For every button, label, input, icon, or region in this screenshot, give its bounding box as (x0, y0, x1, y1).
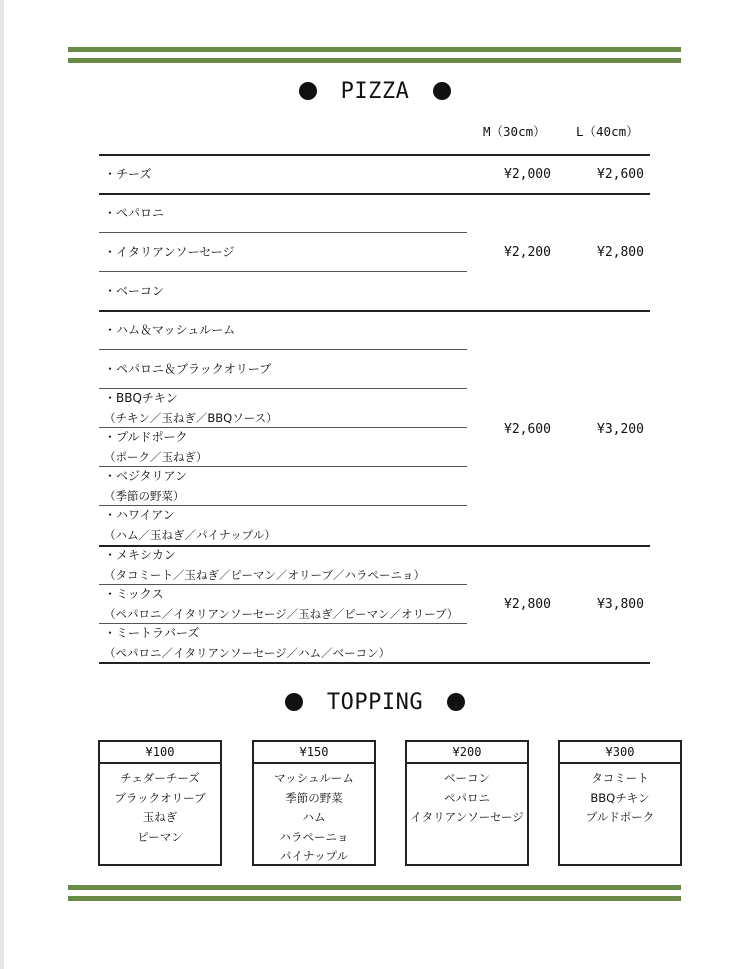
group-divider (99, 193, 650, 195)
item-divider (99, 584, 467, 585)
pizza-item-name: ・メキシカン (104, 548, 176, 562)
pizza-item-name: ・プルドポーク (104, 430, 188, 444)
topping-box (558, 740, 682, 866)
bottom-stripe-2 (68, 896, 681, 901)
topping-price: ¥300 (560, 742, 680, 764)
topping-item: ペパロニ (444, 790, 490, 805)
pizza-item-desc: （ペパロニ／イタリアンソーセージ／ハム／ベーコン） (104, 646, 391, 660)
topping-box (252, 740, 376, 866)
pizza-item-name: ・ハム＆マッシュルーム (104, 323, 236, 337)
size-m-header: M（30cm） (483, 124, 546, 139)
item-divider (99, 349, 467, 350)
page-edge (0, 0, 4, 969)
price-m: ¥2,800 (504, 597, 551, 612)
topping-item: 季節の野菜 (285, 790, 343, 805)
topping-price: ¥100 (100, 742, 220, 764)
price-l: ¥2,800 (597, 245, 644, 260)
pizza-item-name: ・BBQチキン (104, 391, 178, 405)
pizza-item-desc: （チキン／玉ねぎ／BBQソース） (104, 411, 278, 425)
bullet-dot-icon (447, 693, 465, 711)
topping-heading (0, 690, 750, 716)
topping-item: ベーコン (444, 771, 490, 785)
price-m: ¥2,000 (504, 167, 551, 182)
size-l-header: L（40cm） (576, 124, 639, 139)
topping-item: ブラックオリーブ (114, 790, 206, 805)
pizza-item-desc: （ハム／玉ねぎ／パイナップル） (104, 528, 276, 542)
topping-item: パイナップル (279, 849, 349, 863)
pizza-heading (0, 79, 750, 105)
topping-item: 玉ねぎ (142, 810, 178, 824)
item-divider (99, 388, 467, 389)
pizza-title: PIZZA (340, 79, 410, 104)
item-divider (99, 427, 467, 428)
topping-box (98, 740, 222, 866)
topping-list (560, 764, 680, 828)
topping-item: チェダーチーズ (120, 771, 200, 785)
pizza-item-desc: （タコミート／玉ねぎ／ピーマン／オリーブ／ハラペーニョ） (104, 568, 425, 582)
topping-item: ハラペーニョ (279, 829, 349, 844)
pizza-item-name: ・ハワイアン (104, 508, 175, 522)
pizza-item-name: ・チーズ (104, 167, 152, 181)
pizza-item-name: ・ミートラバーズ (104, 626, 200, 640)
topping-price: ¥150 (254, 742, 374, 764)
topping-item: BBQチキン (590, 790, 650, 805)
pizza-item-name: ・ベジタリアン (104, 469, 188, 483)
item-divider (99, 466, 467, 467)
topping-item: マッシュルーム (274, 771, 354, 785)
table-bottom-rule (99, 662, 650, 664)
item-divider (99, 271, 467, 272)
pizza-item-desc: （ペパロニ／イタリアンソーセージ／玉ねぎ／ピーマン／オリーブ） (104, 607, 459, 621)
topping-item: ハム (302, 810, 326, 824)
group-divider (99, 310, 650, 312)
topping-item: ピーマン (137, 829, 183, 844)
bullet-dot-icon (285, 693, 303, 711)
topping-list (407, 764, 527, 828)
group-divider (99, 545, 650, 547)
pizza-item-name: ・ペパロニ＆ブラックオリーブ (104, 362, 272, 376)
item-divider (99, 232, 467, 233)
price-l: ¥3,200 (597, 422, 644, 437)
item-divider (99, 505, 467, 506)
topping-price: ¥200 (407, 742, 527, 764)
price-l: ¥3,800 (597, 597, 644, 612)
topping-box (405, 740, 529, 866)
pizza-item-name: ・ミックス (104, 587, 164, 601)
price-m: ¥2,200 (504, 245, 551, 260)
price-l: ¥2,600 (597, 167, 644, 182)
pizza-item-name: ・イタリアンソーセージ (104, 245, 235, 259)
pizza-item-name: ・ベーコン (104, 284, 165, 298)
topping-title: TOPPING (326, 690, 424, 715)
bullet-dot-icon (299, 82, 317, 100)
topping-item: イタリアンソーセージ (410, 810, 524, 824)
top-stripe-1 (68, 47, 681, 52)
topping-item: タコミート (591, 771, 649, 785)
group-divider (99, 154, 650, 156)
item-divider (99, 623, 467, 624)
bottom-stripe-1 (68, 885, 681, 890)
top-stripe-2 (68, 58, 681, 63)
bullet-dot-icon (433, 82, 451, 100)
pizza-item-name: ・ペパロニ (104, 206, 165, 220)
pizza-item-desc: （季節の野菜） (104, 489, 185, 503)
price-m: ¥2,600 (504, 422, 551, 437)
topping-list (254, 764, 374, 867)
topping-list (100, 764, 220, 847)
topping-item: プルドポーク (585, 810, 655, 824)
pizza-item-desc: （ポーク／玉ねぎ） (104, 450, 208, 464)
